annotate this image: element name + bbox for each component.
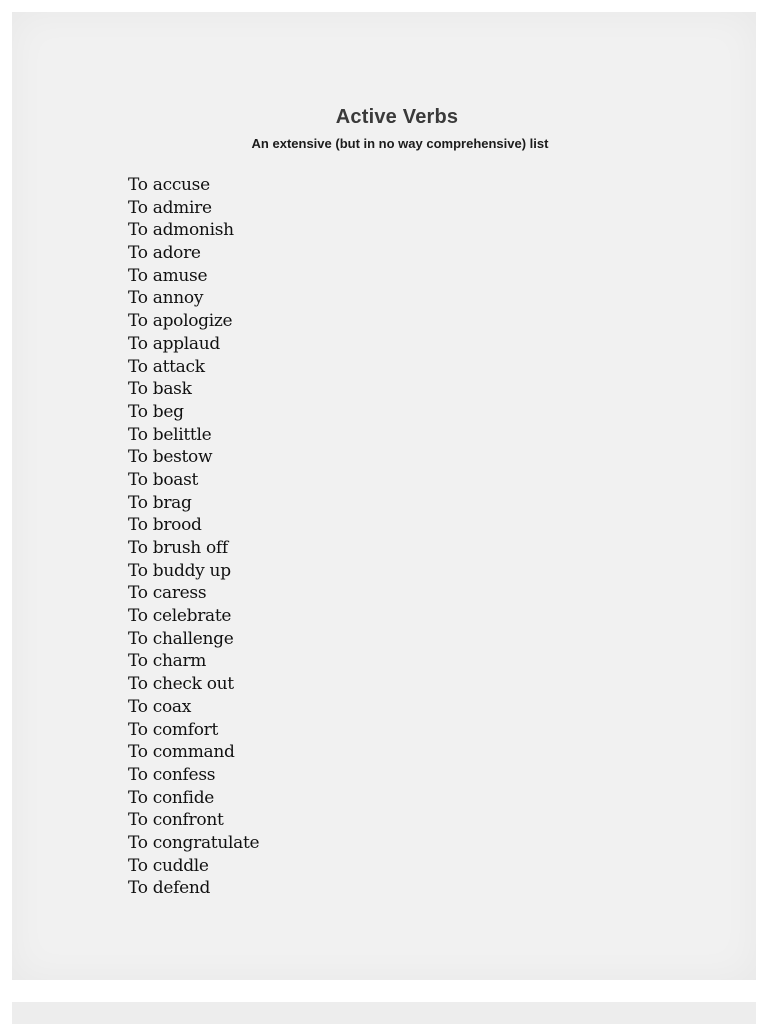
list-item: To brood bbox=[128, 515, 202, 536]
list-item: To celebrate bbox=[128, 606, 232, 627]
list-item: To confess bbox=[128, 764, 216, 785]
list-item: To admire bbox=[128, 197, 212, 218]
list-item: To amuse bbox=[128, 265, 208, 286]
list-item: To brag bbox=[128, 492, 192, 513]
document-page bbox=[12, 12, 756, 980]
list-item: To beg bbox=[128, 401, 184, 422]
list-item: To cuddle bbox=[128, 855, 209, 876]
list-item: To attack bbox=[128, 356, 205, 377]
list-item: To bask bbox=[128, 379, 192, 400]
verb-list bbox=[128, 174, 259, 900]
list-item: To confide bbox=[128, 787, 215, 808]
list-item: To bestow bbox=[128, 447, 213, 468]
list-item: To annoy bbox=[128, 288, 204, 309]
list-item: To congratulate bbox=[128, 832, 260, 853]
list-item: To apologize bbox=[128, 311, 233, 332]
page-subtitle: An extensive (but in no way comprehensive) list bbox=[251, 136, 549, 151]
list-item: To applaud bbox=[128, 333, 220, 354]
list-item: To confront bbox=[128, 810, 224, 831]
list-item: To buddy up bbox=[128, 560, 231, 581]
list-item: To caress bbox=[128, 583, 207, 604]
list-item: To belittle bbox=[128, 424, 212, 445]
list-item: To boast bbox=[128, 469, 199, 490]
list-item: To adore bbox=[128, 243, 201, 264]
list-item: To challenge bbox=[128, 628, 234, 649]
list-item: To check out bbox=[128, 674, 234, 695]
page-title: Active Verbs bbox=[335, 106, 459, 128]
list-item: To defend bbox=[128, 878, 211, 899]
list-item: To brush off bbox=[128, 538, 228, 558]
list-item: To comfort bbox=[128, 719, 219, 740]
list-item: To admonish bbox=[128, 220, 234, 241]
list-item: To charm bbox=[128, 651, 207, 672]
list-item: To accuse bbox=[128, 175, 210, 195]
list-item: To command bbox=[128, 742, 235, 763]
next-page-edge bbox=[12, 1002, 756, 1024]
list-item: To coax bbox=[128, 696, 192, 717]
